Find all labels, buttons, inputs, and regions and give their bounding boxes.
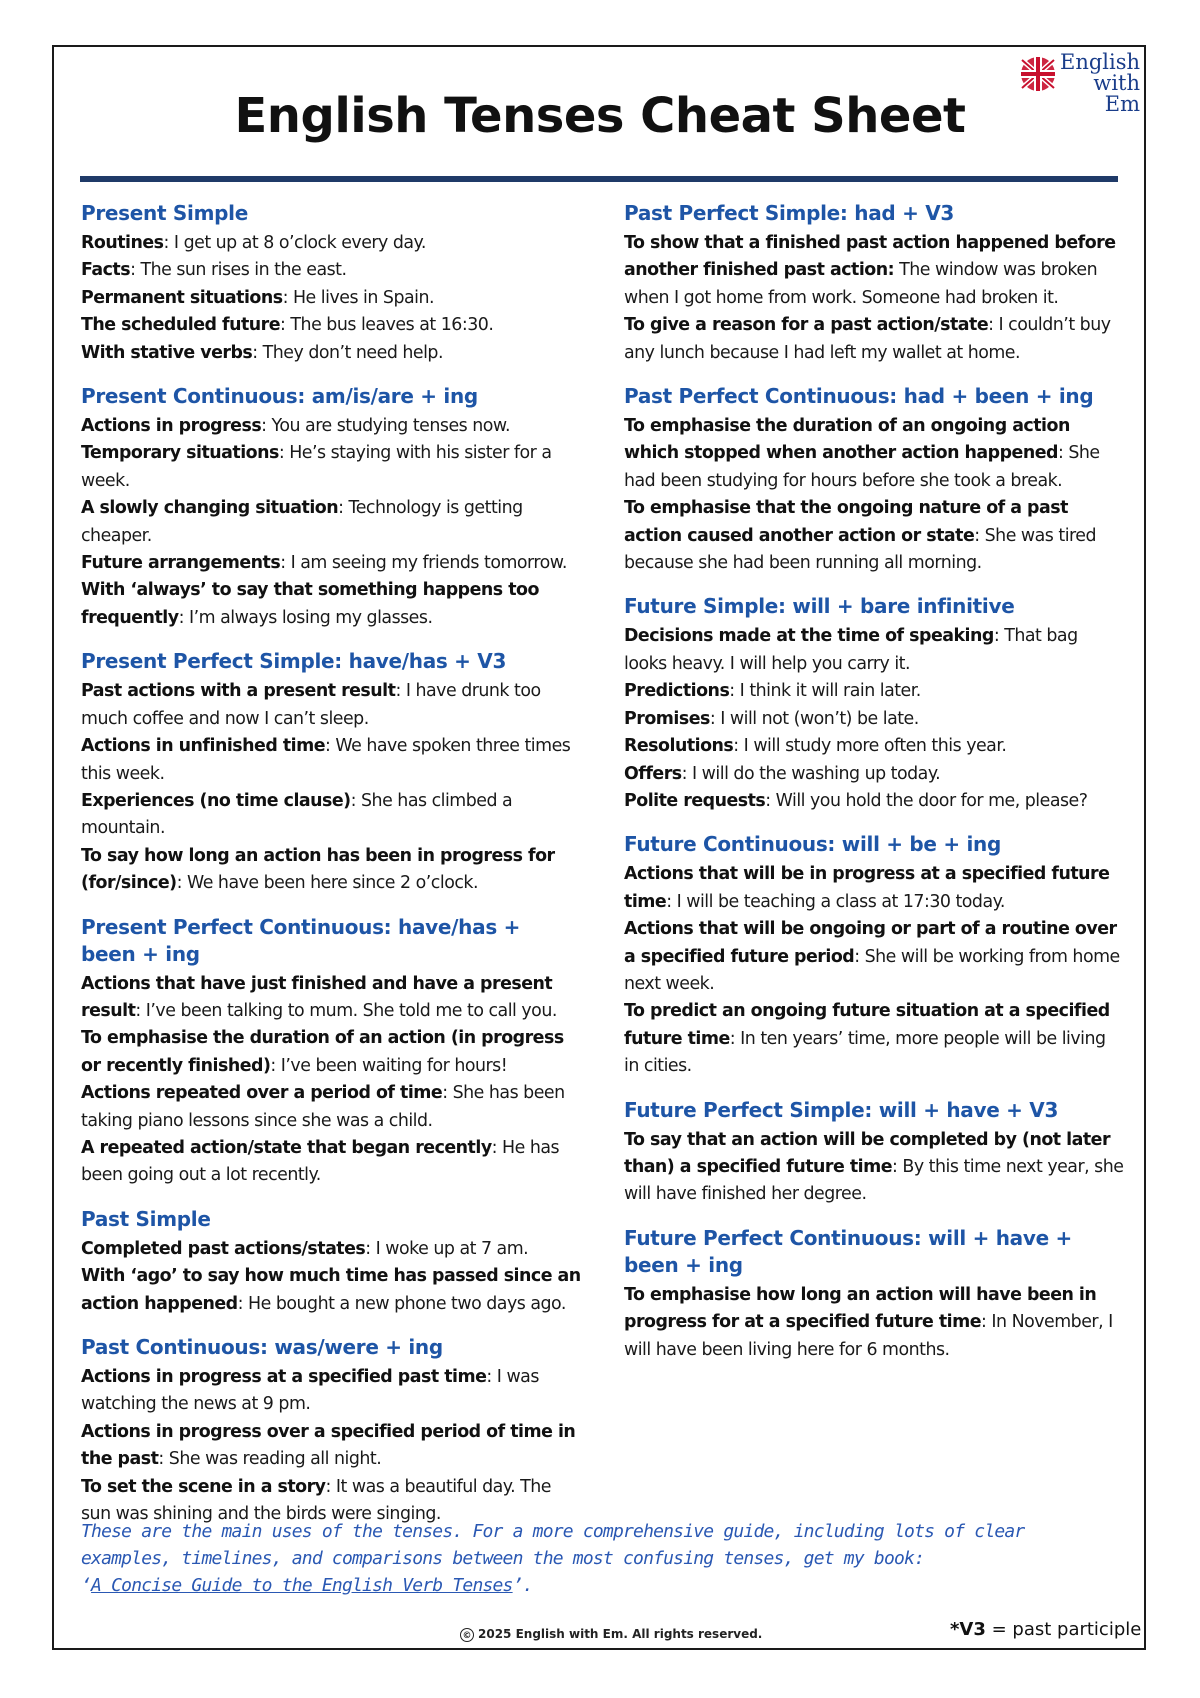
tense-use-item [81, 1135, 581, 1190]
tense-use-item [624, 312, 1124, 367]
tense-use-label: Permanent situations [81, 287, 283, 308]
tense-use-label: To show that a finished past action happened before another finished past action: [624, 233, 1116, 281]
tense-use-example: : I will be teaching a class at 17:30 today. [666, 891, 1005, 912]
tense-use-example: : I’ve been talking to mum. She told me to call you. [135, 1000, 557, 1021]
tense-use-example: The window was broken when I got home from work. Someone had broken it. [624, 260, 1098, 308]
tense-section [81, 1334, 581, 1528]
tense-use-label: With ‘always’ to say that something happens too frequently [81, 580, 539, 628]
tense-use-label: Completed past actions/states [81, 1238, 366, 1259]
tense-section [81, 383, 581, 632]
tense-use-example: : He lives in Spain. [282, 287, 435, 308]
tense-use-label: Promises [624, 708, 710, 729]
tense-use-item [81, 495, 581, 550]
tense-section [624, 593, 1124, 815]
tense-use-item [81, 733, 581, 788]
tense-use-item [81, 340, 581, 367]
tense-use-item [81, 788, 581, 843]
tense-use-item [81, 440, 581, 495]
tense-use-label: With stative verbs [81, 342, 253, 363]
tense-use-label: The scheduled future [81, 315, 281, 336]
tense-use-item [624, 230, 1124, 312]
tense-use-item [81, 1364, 581, 1419]
tense-use-item [81, 971, 581, 1026]
tense-use-label: To set the scene in a story [81, 1476, 326, 1497]
tense-use-example: : They don’t need help. [252, 342, 443, 363]
tense-heading: Present Continuous: am/is/are + ing [81, 384, 478, 409]
tense-section [81, 648, 581, 897]
tense-heading: Present Perfect Continuous: have/has + been + ing [81, 914, 521, 966]
tense-use-item [624, 413, 1124, 495]
tense-use-label: To say that an action will be completed by (not later than) a specified future time [624, 1129, 1111, 1177]
tense-heading: Future Perfect Continuous: will + have + been + ing [624, 1225, 1073, 1277]
tense-use-example: : I will do the washing up today. [681, 763, 941, 784]
tense-section [624, 383, 1124, 577]
footer-note-text: These are the main uses of the tenses. For a more comprehensive guide, including lots of clear examples, timelines, and comparisons between the most confusing tenses, get my book: [81, 1521, 1025, 1569]
tense-use-item [624, 916, 1124, 998]
footer-note [81, 1518, 1121, 1599]
tense-use-label: With ‘ago’ to say how much time has passed since an action happened [81, 1266, 581, 1314]
tense-use-example: : That bag looks heavy. I will help you carry it. [624, 626, 1078, 674]
tense-use-item [624, 733, 1124, 760]
tense-heading: Present Perfect Simple: have/has + V3 [81, 649, 507, 674]
tense-use-label: Temporary situations [81, 443, 279, 464]
tense-use-item [81, 1025, 581, 1080]
tense-use-item [81, 1419, 581, 1474]
right-column [624, 200, 1124, 1380]
v3-footnote-key: *V3 [950, 1619, 986, 1640]
tense-use-example: : The bus leaves at 16:30. [280, 315, 494, 336]
tense-use-label: To emphasise how long an action will have been in progress for at a specified future time [624, 1284, 1097, 1333]
tense-use-label: Predictions [624, 681, 730, 702]
tense-use-label: Facts [81, 260, 131, 281]
tense-use-label: Actions that will be in progress at a specified future time [624, 864, 1110, 912]
title-divider [80, 176, 1118, 182]
tense-use-item [81, 285, 581, 312]
tense-heading: Past Perfect Simple: had + V3 [624, 201, 955, 225]
tense-use-example: : I’ve been waiting for hours! [270, 1055, 508, 1076]
tense-use-label: Routines [81, 233, 164, 253]
tense-use-example: : I was watching the news at 9 pm. [81, 1367, 539, 1415]
tense-use-item [624, 998, 1124, 1080]
tense-use-label: To say how long an action has been in progress for (for/since) [81, 845, 555, 894]
tense-use-item [624, 861, 1124, 916]
tense-use-item [81, 550, 581, 577]
book-link[interactable]: A Concise Guide to the English Verb Tenses [91, 1575, 513, 1596]
tense-use-label: Future arrangements [81, 553, 281, 574]
tense-use-example: : You are studying tenses now. [261, 416, 511, 437]
tense-use-example: : He has been going out a lot recently. [81, 1137, 560, 1186]
tense-use-example: : In ten years’ time, more people will be living in cities. [624, 1028, 1106, 1077]
logo-line-1: English [1060, 50, 1141, 74]
page-title: English Tenses Cheat Sheet [234, 88, 966, 144]
tense-use-label: To give a reason for a past action/state [624, 315, 989, 336]
tense-use-item [81, 230, 581, 257]
tense-section [624, 200, 1124, 367]
tense-use-label: To emphasise that the ongoing nature of a past action caused another action or state [624, 498, 1068, 546]
tense-use-example: : I will study more often this year. [733, 736, 1007, 757]
tense-use-example: : I have drunk too much coffee and now I can’t sleep. [81, 681, 541, 729]
logo-line-2: with Em [1093, 71, 1140, 116]
v3-footnote [950, 1619, 1141, 1640]
tense-use-example: : In November, I will have been living here for 6 months. [624, 1312, 1113, 1360]
tense-use-example: : She was tired because she had been running all morning. [624, 525, 1097, 574]
tense-heading: Future Continuous: will + be + ing [624, 832, 1001, 857]
tense-use-label: To emphasise the duration of an action (in progress or recently finished) [81, 1028, 564, 1076]
tense-use-label: Actions that will be ongoing or part of a routine over a specified future period [624, 919, 1117, 967]
tense-use-item [624, 1282, 1124, 1364]
tense-section [81, 1206, 581, 1318]
tense-use-example: : It was a beautiful day. The sun was shining and the birds were singing. [81, 1476, 552, 1525]
tense-use-example: : Technology is getting cheaper. [81, 498, 523, 546]
tense-use-label: Actions in progress [81, 416, 262, 437]
tense-use-item [81, 1263, 581, 1318]
tense-use-label: Decisions made at the time of speaking [624, 626, 994, 647]
tense-use-example: : I think it will rain later. [729, 681, 921, 702]
tense-use-item [624, 678, 1124, 705]
tense-use-item [624, 706, 1124, 733]
tense-use-item [624, 1127, 1124, 1209]
tense-heading: Future Perfect Simple: will + have + V3 [624, 1097, 1059, 1122]
tense-use-label: Actions that have just finished and have a present result [81, 973, 553, 1021]
tense-use-label: Offers [624, 763, 682, 784]
tense-heading: Present Simple [81, 201, 248, 225]
tense-use-example: : We have spoken three times this week. [81, 736, 571, 784]
tense-use-example: : By this time next year, she will have finished her degree. [624, 1156, 1124, 1205]
tense-use-label: Actions in progress at a specified past time [81, 1367, 487, 1387]
tense-use-item [81, 843, 581, 898]
tense-use-item [81, 1080, 581, 1135]
tense-use-example: : She will be working from home next week. [624, 946, 1120, 994]
tense-use-item [81, 257, 581, 284]
tense-use-label: Actions repeated over a period of time [81, 1083, 443, 1104]
tense-use-example: : She has been taking piano lessons since she was a child. [81, 1083, 565, 1131]
left-column [81, 200, 581, 1544]
tense-use-example: : She was reading all night. [158, 1449, 382, 1470]
tense-use-item [624, 623, 1124, 678]
tense-use-example: : I get up at 8 o’clock every day. [163, 233, 426, 253]
copyright-text: 2025 English with Em. All rights reserved. [478, 1627, 763, 1641]
tense-use-example: : I will not (won’t) be late. [709, 708, 919, 729]
tense-use-label: Past actions with a present result [81, 681, 396, 702]
tense-heading: Past Perfect Continuous: had + been + ing [624, 384, 1094, 409]
tense-use-label: Resolutions [624, 736, 734, 757]
tense-use-label: Experiences (no time clause) [81, 790, 351, 811]
tense-use-item [81, 577, 581, 632]
tense-use-example: : She had been studying for hours before she took a break. [624, 443, 1100, 491]
book-quote-open: ‘ [81, 1575, 92, 1596]
tense-use-label: A repeated action/state that began recently [81, 1137, 492, 1158]
tense-use-example: : I woke up at 7 am. [365, 1238, 529, 1259]
tense-use-example: : I’m always losing my glasses. [178, 607, 433, 628]
tense-use-label: Polite requests [624, 790, 766, 811]
tense-use-item [624, 788, 1124, 815]
tense-use-example: : The sun rises in the east. [130, 260, 347, 281]
tense-section [81, 914, 581, 1190]
tense-heading: Past Continuous: was/were + ing [81, 1335, 443, 1359]
copyright [460, 1627, 762, 1642]
tense-use-example: : She has climbed a mountain. [81, 790, 513, 839]
tense-use-item [81, 1236, 581, 1263]
tense-use-example: : He’s staying with his sister for a week. [81, 443, 552, 491]
tense-heading: Future Simple: will + bare infinitive [624, 594, 1015, 619]
tense-use-example: : I am seeing my friends tomorrow. [280, 553, 567, 574]
tense-use-example: : We have been here since 2 o’clock. [176, 873, 478, 894]
tense-use-example: : He bought a new phone two days ago. [237, 1293, 566, 1314]
tense-heading: Past Simple [81, 1206, 211, 1231]
tense-section [624, 1097, 1124, 1209]
tense-use-label: To emphasise the duration of an ongoing action which stopped when another action happened [624, 416, 1070, 464]
tense-use-example: : I couldn’t buy any lunch because I had left my wallet at home. [624, 315, 1111, 363]
tense-use-item [624, 761, 1124, 788]
tense-use-label: To predict an ongoing future situation at a specified future time [624, 1001, 1110, 1049]
tense-use-label: Actions in progress over a specified period of time in the past [81, 1421, 576, 1470]
tense-use-example: : Will you hold the door for me, please? [765, 790, 1088, 811]
tense-use-label: A slowly changing situation [81, 498, 339, 519]
tense-use-item [624, 495, 1124, 577]
tense-section [624, 831, 1124, 1080]
tense-use-item [81, 678, 581, 733]
tense-section [81, 200, 581, 367]
book-quote-close: ’. [512, 1575, 533, 1596]
copyright-icon: © [460, 1628, 474, 1642]
tense-section [624, 1225, 1124, 1364]
v3-footnote-text: = past participle [985, 1619, 1142, 1640]
tense-use-item [81, 413, 581, 440]
tense-use-label: Actions in unfinished time [81, 736, 326, 757]
tense-use-item [81, 312, 581, 339]
